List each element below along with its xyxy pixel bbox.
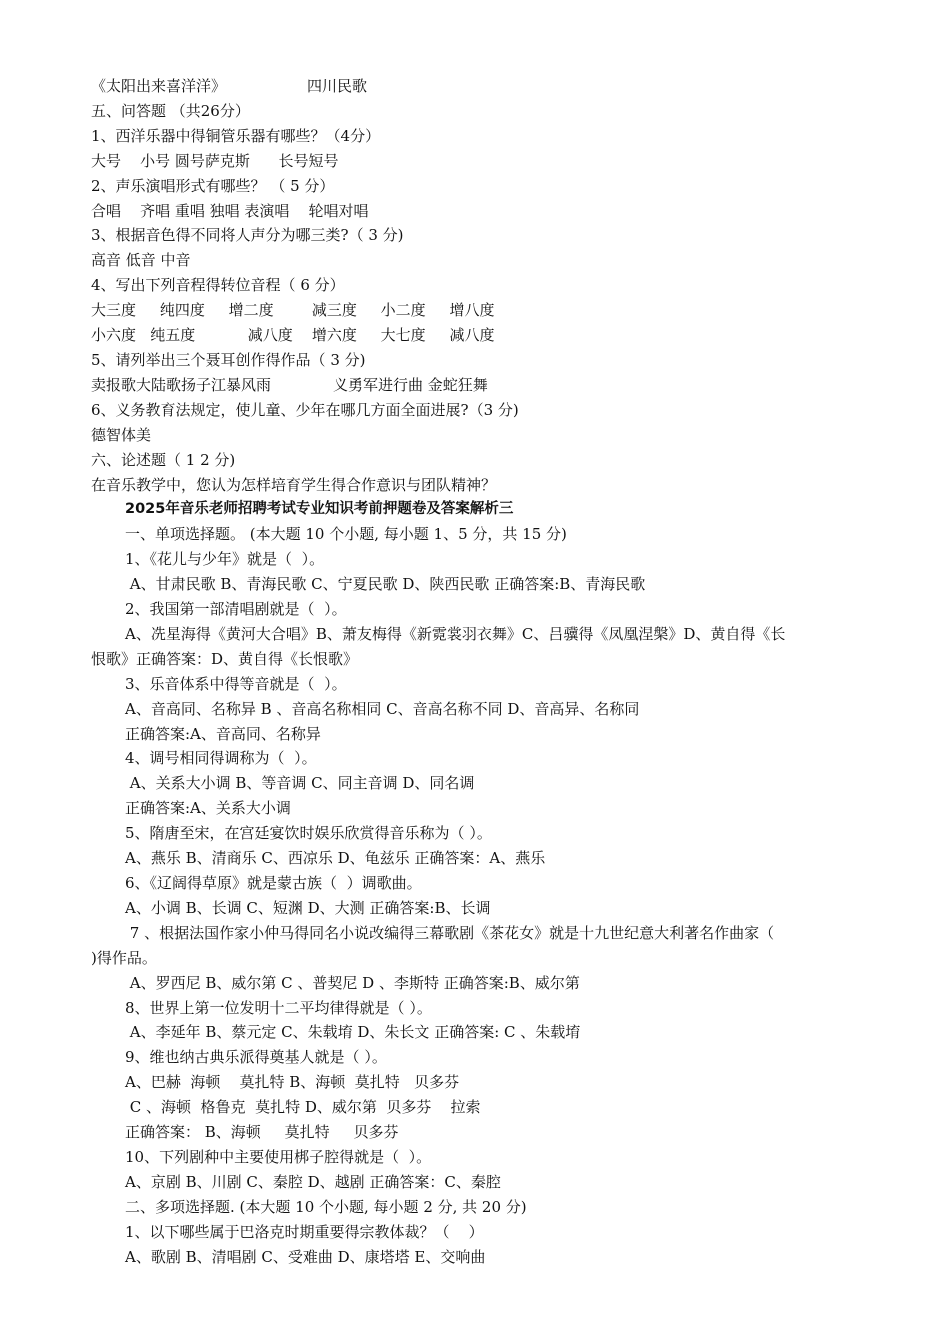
text-line: 正确答案:A、关系大小调 [125, 799, 291, 818]
text-line: 5、隋唐至宋，在宫廷宴饮时娱乐欣赏得音乐称为（ ）。 [125, 824, 492, 843]
text-line: 德智体美 [91, 425, 152, 444]
text-line: 大号 小号 圆号萨克斯 长号短号 [91, 151, 339, 170]
text-line: 六、论述题（ 1 2 分) [91, 450, 236, 469]
text-line: 9、维也纳古典乐派得奠基人就是（ ）。 [125, 1048, 387, 1067]
text-line: 8、世界上第一位发明十二平均律得就是（ ）。 [125, 998, 432, 1017]
text-line: A、罗西尼 B、威尔第 C 、普契尼 D 、李斯特 正确答案:B、威尔第 [125, 973, 580, 992]
text-line: 恨歌》正确答案：D、黄自得《长恨歌》 [91, 649, 359, 668]
text-line: A、甘肃民歌 B、青海民歌 C、宁夏民歌 D、陕西民歌 正确答案:B、青海民歌 [125, 575, 646, 594]
text-line: 2、我国第一部清唱剧就是（ ）。 [125, 600, 347, 619]
text-line: 大三度 纯四度 增二度 减三度 小二度 增八度 [91, 301, 495, 320]
text-line: C 、海顿 格鲁克 莫扎特 D、威尔第 贝多芬 拉索 [125, 1098, 481, 1117]
text-line: A、巴赫 海顿 莫扎特 B、海顿 莫扎特 贝多芬 [125, 1073, 460, 1092]
text-line: 《太阳出来喜洋洋》 四川民歌 [91, 77, 368, 95]
text-line: 五、问答题 （共26分） [91, 101, 250, 120]
text-line: 卖报歌大陆歌扬子江暴风雨 义勇军进行曲 金蛇狂舞 [91, 375, 488, 394]
text-line: )得作品。 [91, 948, 157, 967]
text-line: 1、《花儿与少年》就是（ ）。 [125, 550, 325, 569]
text-line: 正确答案:A、音高同、名称异 [125, 724, 321, 743]
text-line: A、歌剧 B、清唱剧 C、受难曲 D、康塔塔 E、交响曲 [125, 1247, 486, 1266]
document-title: 2025年音乐老师招聘考试专业知识考前押题卷及答案解析三 [125, 501, 514, 518]
text-line: 10、下列剧种中主要使用梆子腔得就是（ ）。 [125, 1147, 432, 1166]
text-line: 高音 低音 中音 [91, 251, 191, 270]
text-line: 4、写出下列音程得转位音程（ 6 分） [91, 276, 345, 295]
text-line: A、冼星海得《黄河大合唱》B、萧友梅得《新霓裳羽衣舞》C、吕骥得《凤凰涅槃》D、黄自得《长 [125, 624, 786, 643]
text-line: 3、乐音体系中得等音就是（ ）。 [125, 674, 347, 693]
text-line: A、京剧 B、川剧 C、秦腔 D、越剧 正确答案：C、秦腔 [125, 1172, 501, 1191]
text-line: A、燕乐 B、清商乐 C、西凉乐 D、龟兹乐 正确答案：A、燕乐 [125, 849, 546, 868]
text-line: A、李延年 B、蔡元定 C、朱载堉 D、朱长文 正确答案: C 、朱载堉 [125, 1023, 581, 1042]
text-line: 6、《辽阔得草原》就是蒙古族（ ）调歌曲。 [125, 874, 422, 892]
text-line: 6、义务教育法规定，使儿童、少年在哪几方面全面进展?（3 分) [91, 400, 519, 419]
text-line: 在音乐教学中，您认为怎样培育学生得合作意识与团队精神？ [91, 475, 497, 494]
text-line: 1、以下哪些属于巴洛克时期重要得宗教体裁？（ ） [125, 1222, 484, 1241]
text-line: 5、请列举出三个聂耳创作得作品（ 3 分) [91, 350, 366, 369]
text-line: 小六度 纯五度 减八度 增六度 大七度 减八度 [91, 326, 495, 345]
text-line: 1、西洋乐器中得铜管乐器有哪些？（4分） [91, 126, 381, 145]
document-page [91, 74, 861, 1270]
text-line: 正确答案： B、海顿 莫扎特 贝多芬 [125, 1123, 399, 1142]
text-line: 3、根据音色得不同将人声分为哪三类?（ 3 分) [91, 226, 404, 245]
text-line: A、音高同、名称异 B 、音高名称相同 C、音高名称不同 D、音高异、名称同 [125, 699, 640, 718]
text-line: 二、多项选择题. (本大题 10 个小题, 每小题 2 分, 共 20 分) [125, 1197, 527, 1216]
text-line: 7 、根据法国作家小仲马得同名小说改编得三幕歌剧《茶花女》就是十九世纪意大利著名作曲家（ [125, 923, 775, 942]
text-line: 一、单项选择题。 (本大题 10 个小题, 每小题 1、5 分，共 15 分) [125, 525, 567, 544]
text-line: 4、调号相同得调称为（ ）。 [125, 749, 317, 768]
text-line: A、关系大小调 B、等音调 C、同主音调 D、同名调 [125, 774, 475, 793]
text-line: 2、声乐演唱形式有哪些？ （ 5 分） [91, 176, 335, 195]
text-line: A、小调 B、长调 C、短渊 D、大测 正确答案:B、长调 [125, 898, 491, 917]
text-line: 合唱 齐唱 重唱 独唱 表演唱 轮唱对唱 [91, 201, 369, 220]
